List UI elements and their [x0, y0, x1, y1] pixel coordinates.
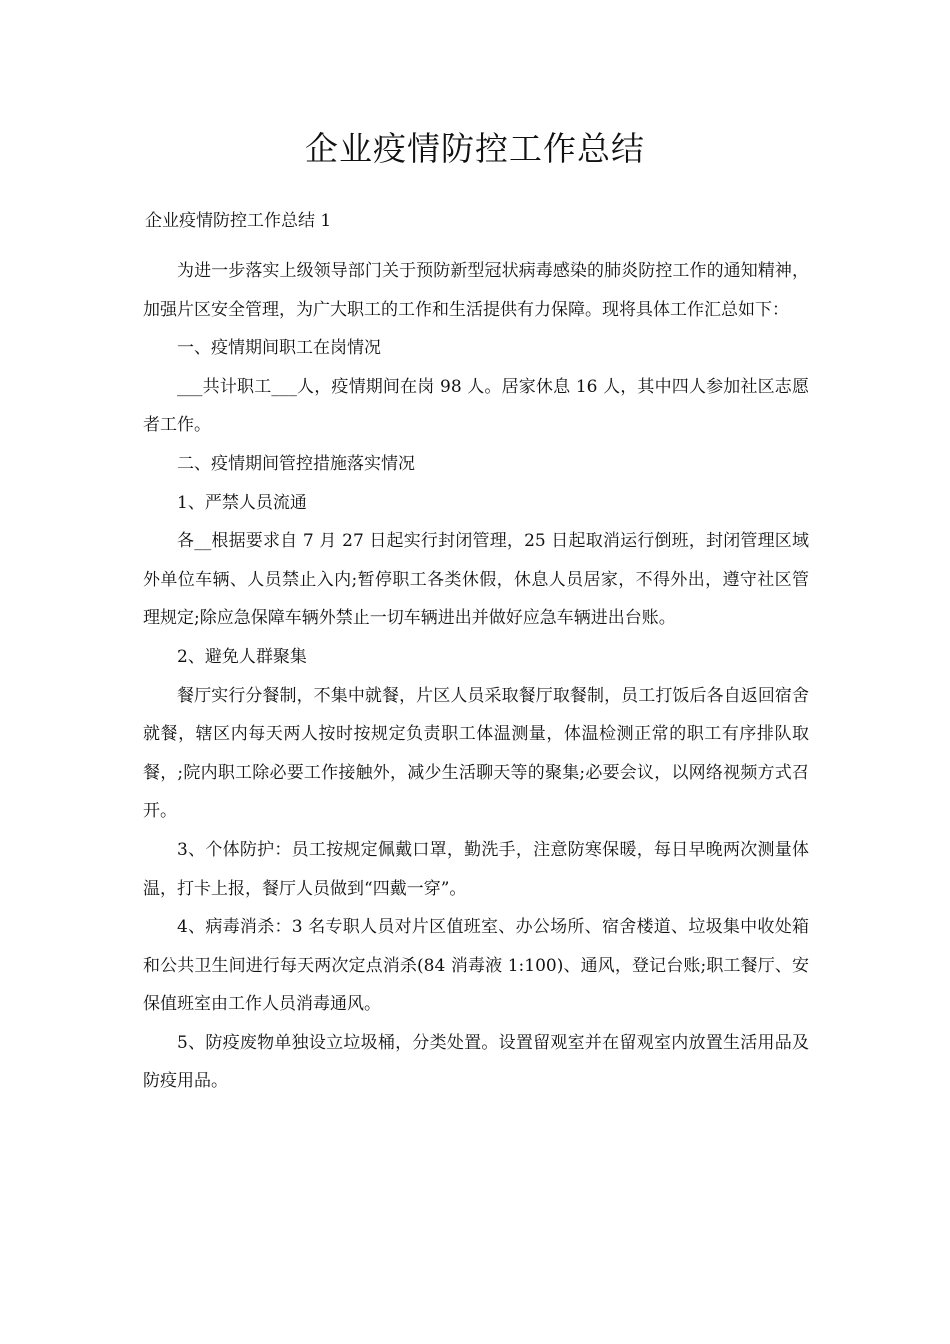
document-title: 企业疫情防控工作总结 [305, 129, 645, 168]
paragraph-canteen: 餐厅实行分餐制，不集中就餐，片区人员采取餐厅取餐制，员工打饭后各自返回宿舍就餐，辖区内每天两人按时按规定负责职工体温测量，体温检测正常的职工有序排队取餐，;院内职工除必要工作接触外，减少生活聊天等的聚集;必要会议，以网络视频方式召开。 [143, 685, 809, 822]
section-heading-staff: 一、疫情期间职工在岗情况 [177, 338, 381, 359]
paragraph-disinfection: 4、病毒消杀：3 名专职人员对片区值班室、办公场所、宿舍楼道、垃圾集中收处箱和公共卫生间进行每天两次定点消杀(84 消毒液 1:100)、通风，登记台账;职工餐厅、安保值班室由工作人员消毒通风。 [143, 917, 809, 1015]
paragraph-intro: 为进一步落实上级领导部门关于预防新型冠状病毒感染的肺炎防控工作的通知精神，加强片区安全管理，为广大职工的工作和生活提供有力保障。现将具体工作汇总如下： [143, 261, 809, 320]
document-body [143, 252, 809, 1101]
paragraph-waste: 5、防疫废物单独设立垃圾桶，分类处置。设置留观室并在留观室内放置生活用品及防疫用品。 [143, 1032, 809, 1092]
paragraph-personal-protection: 3、个体防护：员工按规定佩戴口罩，勤洗手，注意防寒保暖，每日早晚两次测量体温，打卡上报，餐厅人员做到“四戴一穿”。 [143, 839, 809, 899]
subheading-no-flow: 1、严禁人员流通 [177, 492, 307, 513]
paragraph-closed-management: 各__根据要求自 7 月 27 日起实行封闭管理，25 日起取消运行倒班，封闭管理区域外单位车辆、人员禁止入内;暂停职工各类休假，休息人员居家，不得外出，遵守社区管理规定;除应急保障车辆外禁止一切车辆进出并做好应急车辆进出台账。 [143, 531, 809, 629]
paragraph-staff: ___共计职工___人，疫情期间在岗 98 人。居家休息 16 人，其中四人参加社区志愿者工作。 [143, 376, 809, 436]
subheading-avoid-gathering: 2、避免人群聚集 [177, 646, 307, 667]
section-heading-measures: 二、疫情期间管控措施落实情况 [177, 453, 415, 474]
document-subtitle: 企业疫情防控工作总结 1 [145, 211, 332, 231]
